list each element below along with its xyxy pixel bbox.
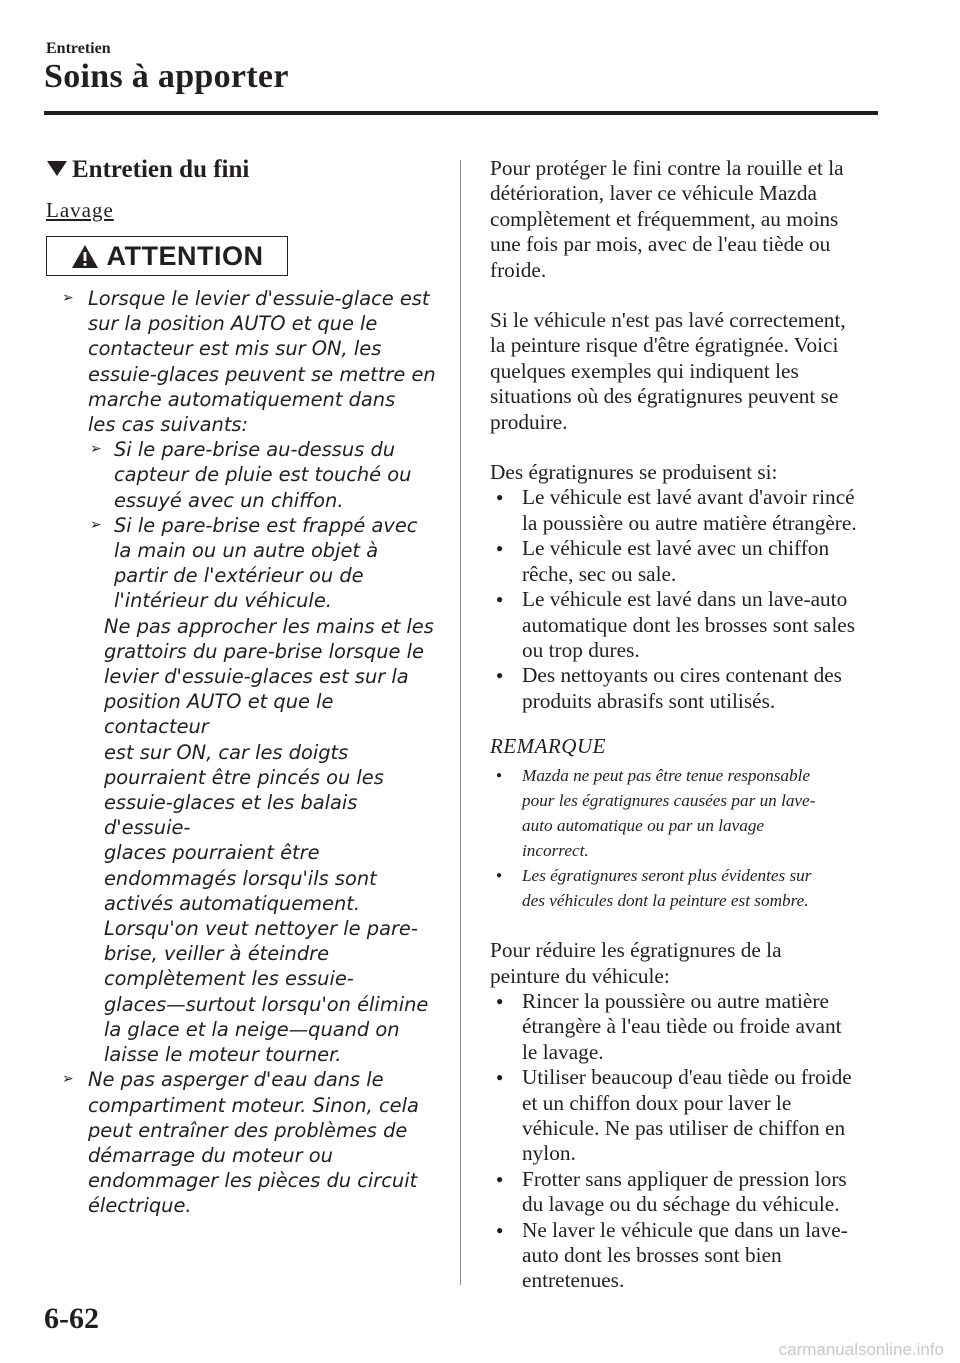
paragraph-protection: Pour protéger le fini contre la rouille et la détérioration, laver ce véhicule Mazda complètement et fréquemment, au moins une fois par mois, avec de l'eau tiède ou froide. [490, 156, 844, 282]
cause-list [490, 485, 882, 714]
attention-box [46, 236, 288, 276]
bullet-icon: ● [496, 490, 504, 505]
list-item: ● Utiliser beaucoup d'eau tiède ou froide et un chiffon doux pour laver le véhicule. Ne pas utiliser de chiffon en nylon. [490, 1065, 882, 1167]
bullet-icon: ● [496, 870, 503, 882]
bullet-icon: ● [496, 541, 504, 556]
subheading-lavage: Lavage [46, 198, 114, 222]
bullet-icon: ● [496, 668, 504, 683]
warning-item [46, 286, 442, 437]
warning-subitem [46, 513, 442, 614]
header-section: Entretien [46, 40, 111, 57]
paragraph-scratch-causes: Des égratignures se produisent si: [490, 460, 778, 485]
left-column [46, 156, 442, 1219]
arrow-bullet-icon: ➢ [62, 290, 74, 306]
list-item: ● Frotter sans appliquer de pression lors du lavage ou du séchage du véhicule. [490, 1167, 882, 1218]
warning-item [46, 1067, 442, 1218]
warning-text: Lorsque le levier d'essuie-glace est sur la position AUTO et que le contacteur est mis sur ON, les essuie-glaces peuvent se mettre en marche automatiquement dans les cas suivants: [88, 287, 436, 437]
paragraph-scratch-risk: Si le véhicule n'est pas lavé correctement, la peinture risque d'être égratignée. Voici quelques exemples qui indiquent les situations où des égratignures peuvent se produire. [490, 308, 846, 434]
bullet-icon: ● [496, 1171, 504, 1186]
bullet-icon: ● [496, 770, 503, 782]
watermark: carmanualsonline.info [778, 1340, 944, 1359]
list-item: ● Ne laver le véhicule que dans un lave- auto dont les brosses sont bien entretenues. [490, 1218, 882, 1294]
paragraph-reduce-scratches: Pour réduire les égratignures de la peinture du véhicule: [490, 938, 782, 988]
section-title: Entretien du fini [72, 156, 250, 183]
right-column [490, 156, 882, 1294]
warning-icon [71, 244, 99, 269]
header-rule [44, 111, 878, 115]
note-list [490, 763, 882, 913]
note-heading: REMARQUE [490, 734, 606, 759]
attention-label: ATTENTION [106, 240, 264, 271]
arrow-bullet-icon: ➢ [90, 441, 102, 458]
bullet-icon: ● [496, 1222, 504, 1237]
list-item: ● Rincer la poussière ou autre matière étrangère à l'eau tiède ou froide avant le lavage. [490, 989, 882, 1065]
bullet-icon: ● [496, 592, 504, 607]
warning-subitem-text: Si le pare-brise est frappé avec la main ou un autre objet à partir de l'extérieur ou de l'intérieur du véhicule. [114, 513, 418, 613]
list-item: ● Le véhicule est lavé dans un lave-auto automatique dont les brosses sont sales ou trop dures. [490, 587, 882, 663]
triangle-down-icon [46, 156, 68, 184]
column-divider [460, 160, 461, 1285]
bullet-icon: ● [496, 1070, 504, 1085]
note-item: ● Les égratignures seront plus évidentes sur des véhicules dont la peinture est sombre. [490, 863, 882, 913]
section-heading [46, 156, 442, 184]
bullet-icon: ● [496, 993, 504, 1008]
list-item: ● Des nettoyants ou cires contenant des produits abrasifs sont utilisés. [490, 663, 882, 714]
note-item: ● Mazda ne peut pas être tenue responsable pour les égratignures causées par un lave- auto automatique ou par un lavage incorrect. [490, 763, 882, 863]
warning-text: Ne pas asperger d'eau dans le compartiment moteur. Sinon, cela peut entraîner des problèmes de démarrage du moteur ou endommager les pièces du circuit électrique. [88, 1068, 419, 1218]
tips-list [490, 989, 882, 1294]
warning-subitem-text: Si le pare-brise au-dessus du capteur de pluie est touché ou essuyé avec un chiffon. [114, 438, 412, 512]
arrow-bullet-icon: ➢ [90, 516, 102, 533]
page-number: 6-62 [44, 1302, 99, 1335]
warning-continuation: Ne pas approcher les mains et les grattoirs du pare-brise lorsque le levier d'essuie-glaces est sur la position AUTO et que le contacteur est sur ON, car les doigts pourraient être pincés ou les essuie-glaces et les balais d'essuie- glaces pourraient être endommagés lorsqu'ils sont activés automatiquement. Lorsqu'on veut nettoyer le pare- brise, veiller à éteindre complètement les essuie- glaces—surtout lorsqu'on élimine la glace et la neige—quand on laisse le moteur tourner. [104, 614, 434, 1067]
arrow-bullet-icon: ➢ [62, 1071, 74, 1088]
attention-list [46, 286, 442, 1219]
list-item: ● Le véhicule est lavé avec un chiffon rêche, sec ou sale. [490, 536, 882, 587]
warning-subitem [46, 437, 442, 513]
list-item: ● Le véhicule est lavé avant d'avoir rincé la poussière ou autre matière étrangère. [490, 485, 882, 536]
page-title: Soins à apporter [44, 58, 289, 95]
